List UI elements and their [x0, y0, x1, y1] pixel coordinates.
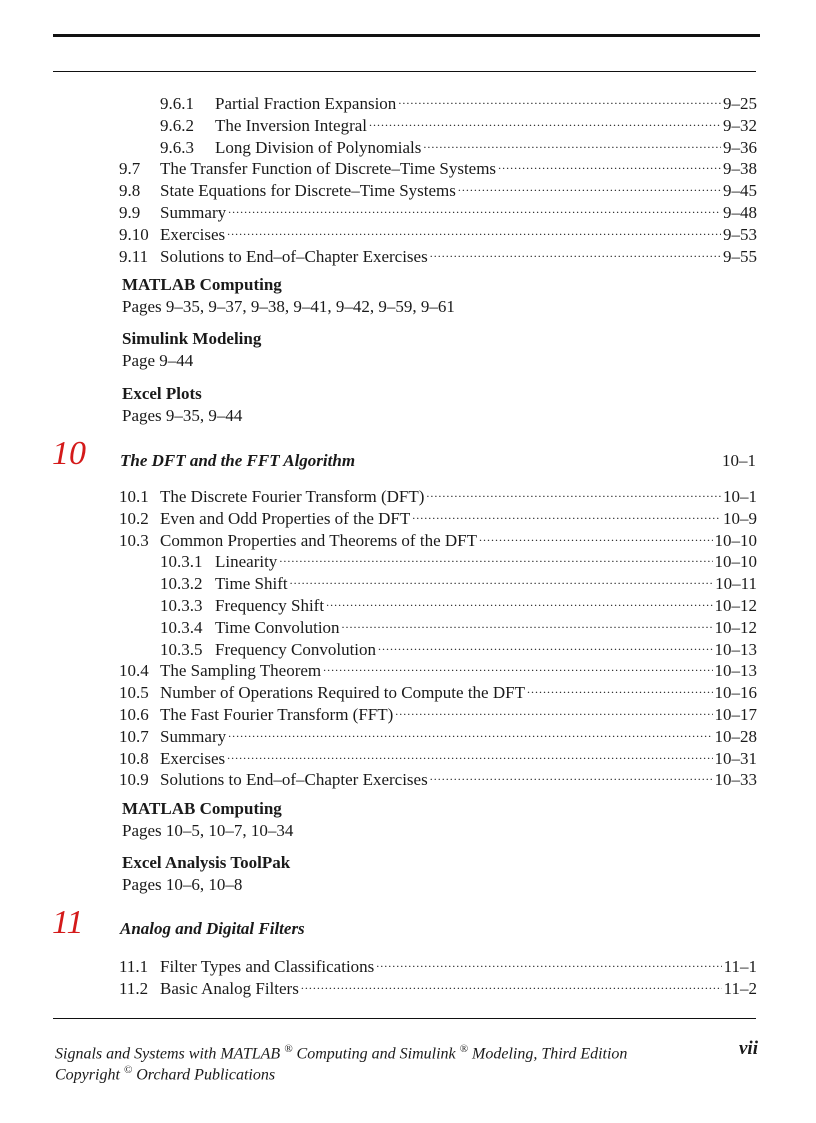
- toc-entry-number: 9.8: [119, 181, 141, 201]
- toc-entry-title: Solutions to End–of–Chapter Exercises: [160, 246, 428, 266]
- dot-leader: [227, 220, 721, 240]
- ch9-simulink-pages: Page 9–44: [122, 351, 194, 370]
- toc-entry-title: The Sampling Theorem: [160, 661, 322, 681]
- dot-leader: [412, 504, 721, 524]
- toc-entry-page: 9–36: [723, 137, 757, 157]
- toc-entry-page: 9–48: [723, 203, 757, 222]
- dot-leader: [458, 176, 721, 196]
- toc-entry-title: Summary: [160, 726, 227, 746]
- toc-entry-number: 10.3: [119, 530, 149, 550]
- dot-leader: [326, 591, 712, 611]
- registered-mark: ®: [459, 1043, 469, 1055]
- toc-entry-page: 10–13: [714, 639, 757, 659]
- toc-entry-page: 9–53: [723, 224, 757, 244]
- dot-leader: [395, 700, 712, 720]
- toc-entry-number: 10.3.4: [160, 617, 203, 637]
- toc-entry-page: 10–12: [714, 596, 757, 615]
- toc-entry-number: 10.1: [119, 487, 149, 506]
- toc-entry-title: Partial Fraction Expansion: [215, 94, 397, 113]
- toc-entry-number: 10.2: [119, 508, 149, 528]
- dot-leader: [423, 133, 721, 153]
- footer-publisher: Orchard Publications: [136, 1066, 276, 1084]
- toc-entry-page: 11–1: [723, 957, 757, 976]
- toc-entry-number: 9.7: [119, 159, 141, 179]
- ch9-matlab-pages: Pages 9–35, 9–37, 9–38, 9–41, 9–42, 9–59, 9–61: [122, 297, 455, 316]
- toc-entry-number: 10.8: [119, 748, 149, 768]
- toc-entry-title: Frequency Shift: [215, 596, 325, 615]
- dot-leader: [228, 198, 721, 218]
- header-rule-thick: [53, 34, 760, 37]
- toc-entry[interactable]: [119, 242, 757, 267]
- toc-entry-title: Number of Operations Required to Compute the DFT: [160, 683, 525, 703]
- toc-entry-page: 9–32: [723, 115, 757, 135]
- dot-leader: [430, 242, 721, 262]
- toc-entry-title: Linearity: [215, 552, 278, 572]
- dot-leader: [527, 678, 713, 698]
- toc-entry-number: 11.1: [119, 957, 149, 976]
- ch10-matlab-pages: Pages 10–5, 10–7, 10–34: [122, 821, 294, 840]
- toc-entry-page: 9–38: [723, 159, 757, 179]
- ch9-excel-heading: Excel Plots: [122, 384, 202, 403]
- chapter-11-number: 11: [52, 904, 84, 941]
- chapter-10-number: 10: [52, 435, 86, 472]
- toc-entry-title: The Transfer Function of Discrete–Time Systems: [160, 159, 497, 179]
- ch10-excel-heading: Excel Analysis ToolPak: [122, 853, 291, 872]
- toc-entry-page: 9–45: [723, 181, 757, 201]
- toc-entry-title: Time Shift: [215, 574, 288, 594]
- toc-entry-number: 10.5: [119, 683, 149, 703]
- toc-entry-number: 10.4: [119, 661, 149, 681]
- toc-entry-number: 10.7: [119, 726, 149, 746]
- dot-leader: [378, 635, 712, 655]
- footer-title-part1: Signals and Systems with MATLAB: [55, 1045, 281, 1063]
- toc-entry-page: 10–1: [723, 487, 757, 506]
- copyright-word: Copyright: [55, 1066, 120, 1084]
- footer-copyright: [55, 1060, 275, 1085]
- toc-entry-title: State Equations for Discrete–Time Systems: [160, 181, 456, 201]
- toc-entry-page: 10–28: [714, 726, 757, 746]
- toc-entry-title: Summary: [160, 203, 227, 222]
- toc-entry-title: The Fast Fourier Transform (FFT): [160, 705, 394, 724]
- toc-entry-title: Frequency Convolution: [215, 639, 377, 659]
- toc-entry-page: 10–12: [714, 617, 757, 637]
- ch9-simulink-heading: Simulink Modeling: [122, 329, 262, 348]
- toc-entry-title: Time Convolution: [215, 617, 340, 637]
- toc-entry-number: 10.3.5: [160, 639, 203, 659]
- toc-entry-title: Even and Odd Properties of the DFT: [160, 508, 411, 528]
- toc-entry-page: 10–10: [714, 552, 757, 572]
- ch10-matlab-heading: MATLAB Computing: [122, 799, 282, 818]
- ch9-matlab-heading: MATLAB Computing: [122, 275, 282, 294]
- chapter-10-title[interactable]: The DFT and the FFT Algorithm: [120, 451, 356, 470]
- toc-entry-page: 9–25: [723, 94, 757, 113]
- toc-entry-number: 9.6.1: [160, 94, 194, 113]
- toc-entry-number: 9.10: [119, 224, 149, 244]
- toc-entry-page: 10–11: [715, 574, 757, 594]
- chapter-11-title[interactable]: Analog and Digital Filters: [120, 919, 305, 938]
- ch10-excel-pages: Pages 10–6, 10–8: [122, 875, 243, 894]
- footer-page-number: vii: [739, 1038, 758, 1059]
- toc-entry-title: Filter Types and Classifications: [160, 957, 375, 976]
- toc-entry-title: Common Properties and Theorems of the DFT: [160, 530, 477, 550]
- toc-entry-page: 10–17: [714, 705, 757, 724]
- toc-entry-title: Long Division of Polynomials: [215, 137, 422, 157]
- chapter-10-page: 10–1: [722, 451, 756, 470]
- toc-entry-number: 9.11: [119, 246, 149, 266]
- dot-leader: [342, 613, 713, 633]
- toc-entry-page: 10–33: [714, 770, 757, 790]
- toc-entry-number: 10.6: [119, 705, 149, 724]
- dot-leader: [290, 569, 714, 589]
- toc-entry-page: 10–9: [723, 508, 757, 528]
- dot-leader: [323, 656, 712, 676]
- dot-leader: [279, 547, 712, 567]
- header-rule-thin: [53, 71, 756, 72]
- toc-entry-title: The Discrete Fourier Transform (DFT): [160, 487, 425, 506]
- toc-entry-number: 10.9: [119, 770, 149, 790]
- footer-title-part2: Computing and Simulink: [296, 1045, 456, 1063]
- copyright-mark: ©: [123, 1064, 133, 1076]
- dot-leader: [479, 526, 713, 546]
- toc-entry-title: Exercises: [160, 748, 226, 768]
- toc-entry-title: Exercises: [160, 224, 226, 244]
- toc-entry-title: Solutions to End–of–Chapter Exercises: [160, 770, 428, 790]
- toc-entry[interactable]: [119, 974, 757, 999]
- toc-entry-page: 10–31: [714, 748, 757, 768]
- toc-entry[interactable]: [119, 765, 757, 790]
- dot-leader: [426, 482, 721, 502]
- toc-entry-page: 10–16: [714, 683, 757, 703]
- toc-entry-number: 9.6.3: [160, 137, 194, 157]
- toc-entry-page: 10–10: [714, 530, 757, 550]
- toc-entry-page: 11–2: [723, 978, 757, 998]
- dot-leader: [398, 89, 721, 109]
- toc-entry-number: 10.3.1: [160, 552, 203, 572]
- ch9-excel-pages: Pages 9–35, 9–44: [122, 406, 243, 425]
- dot-leader: [498, 154, 721, 174]
- toc-entry-page: 10–13: [714, 661, 757, 681]
- dot-leader: [369, 111, 721, 131]
- toc-entry-number: 9.9: [119, 203, 141, 222]
- dot-leader: [228, 722, 712, 742]
- toc-entry-page: 9–55: [723, 246, 757, 266]
- dot-leader: [301, 974, 722, 994]
- registered-mark: ®: [284, 1043, 293, 1055]
- toc-entry-number: 10.3.3: [160, 596, 203, 615]
- footer-title-part3: Modeling, Third Edition: [472, 1045, 628, 1063]
- dot-leader: [376, 952, 721, 972]
- toc-entry-number: 9.6.2: [160, 115, 194, 135]
- toc-entry-number: 11.2: [119, 978, 149, 998]
- dot-leader: [227, 744, 712, 764]
- dot-leader: [430, 765, 713, 785]
- footer-rule: [53, 1018, 756, 1019]
- toc-entry-number: 10.3.2: [160, 574, 203, 594]
- toc-entry-title: The Inversion Integral: [215, 115, 367, 135]
- toc-entry-title: Basic Analog Filters: [160, 978, 299, 998]
